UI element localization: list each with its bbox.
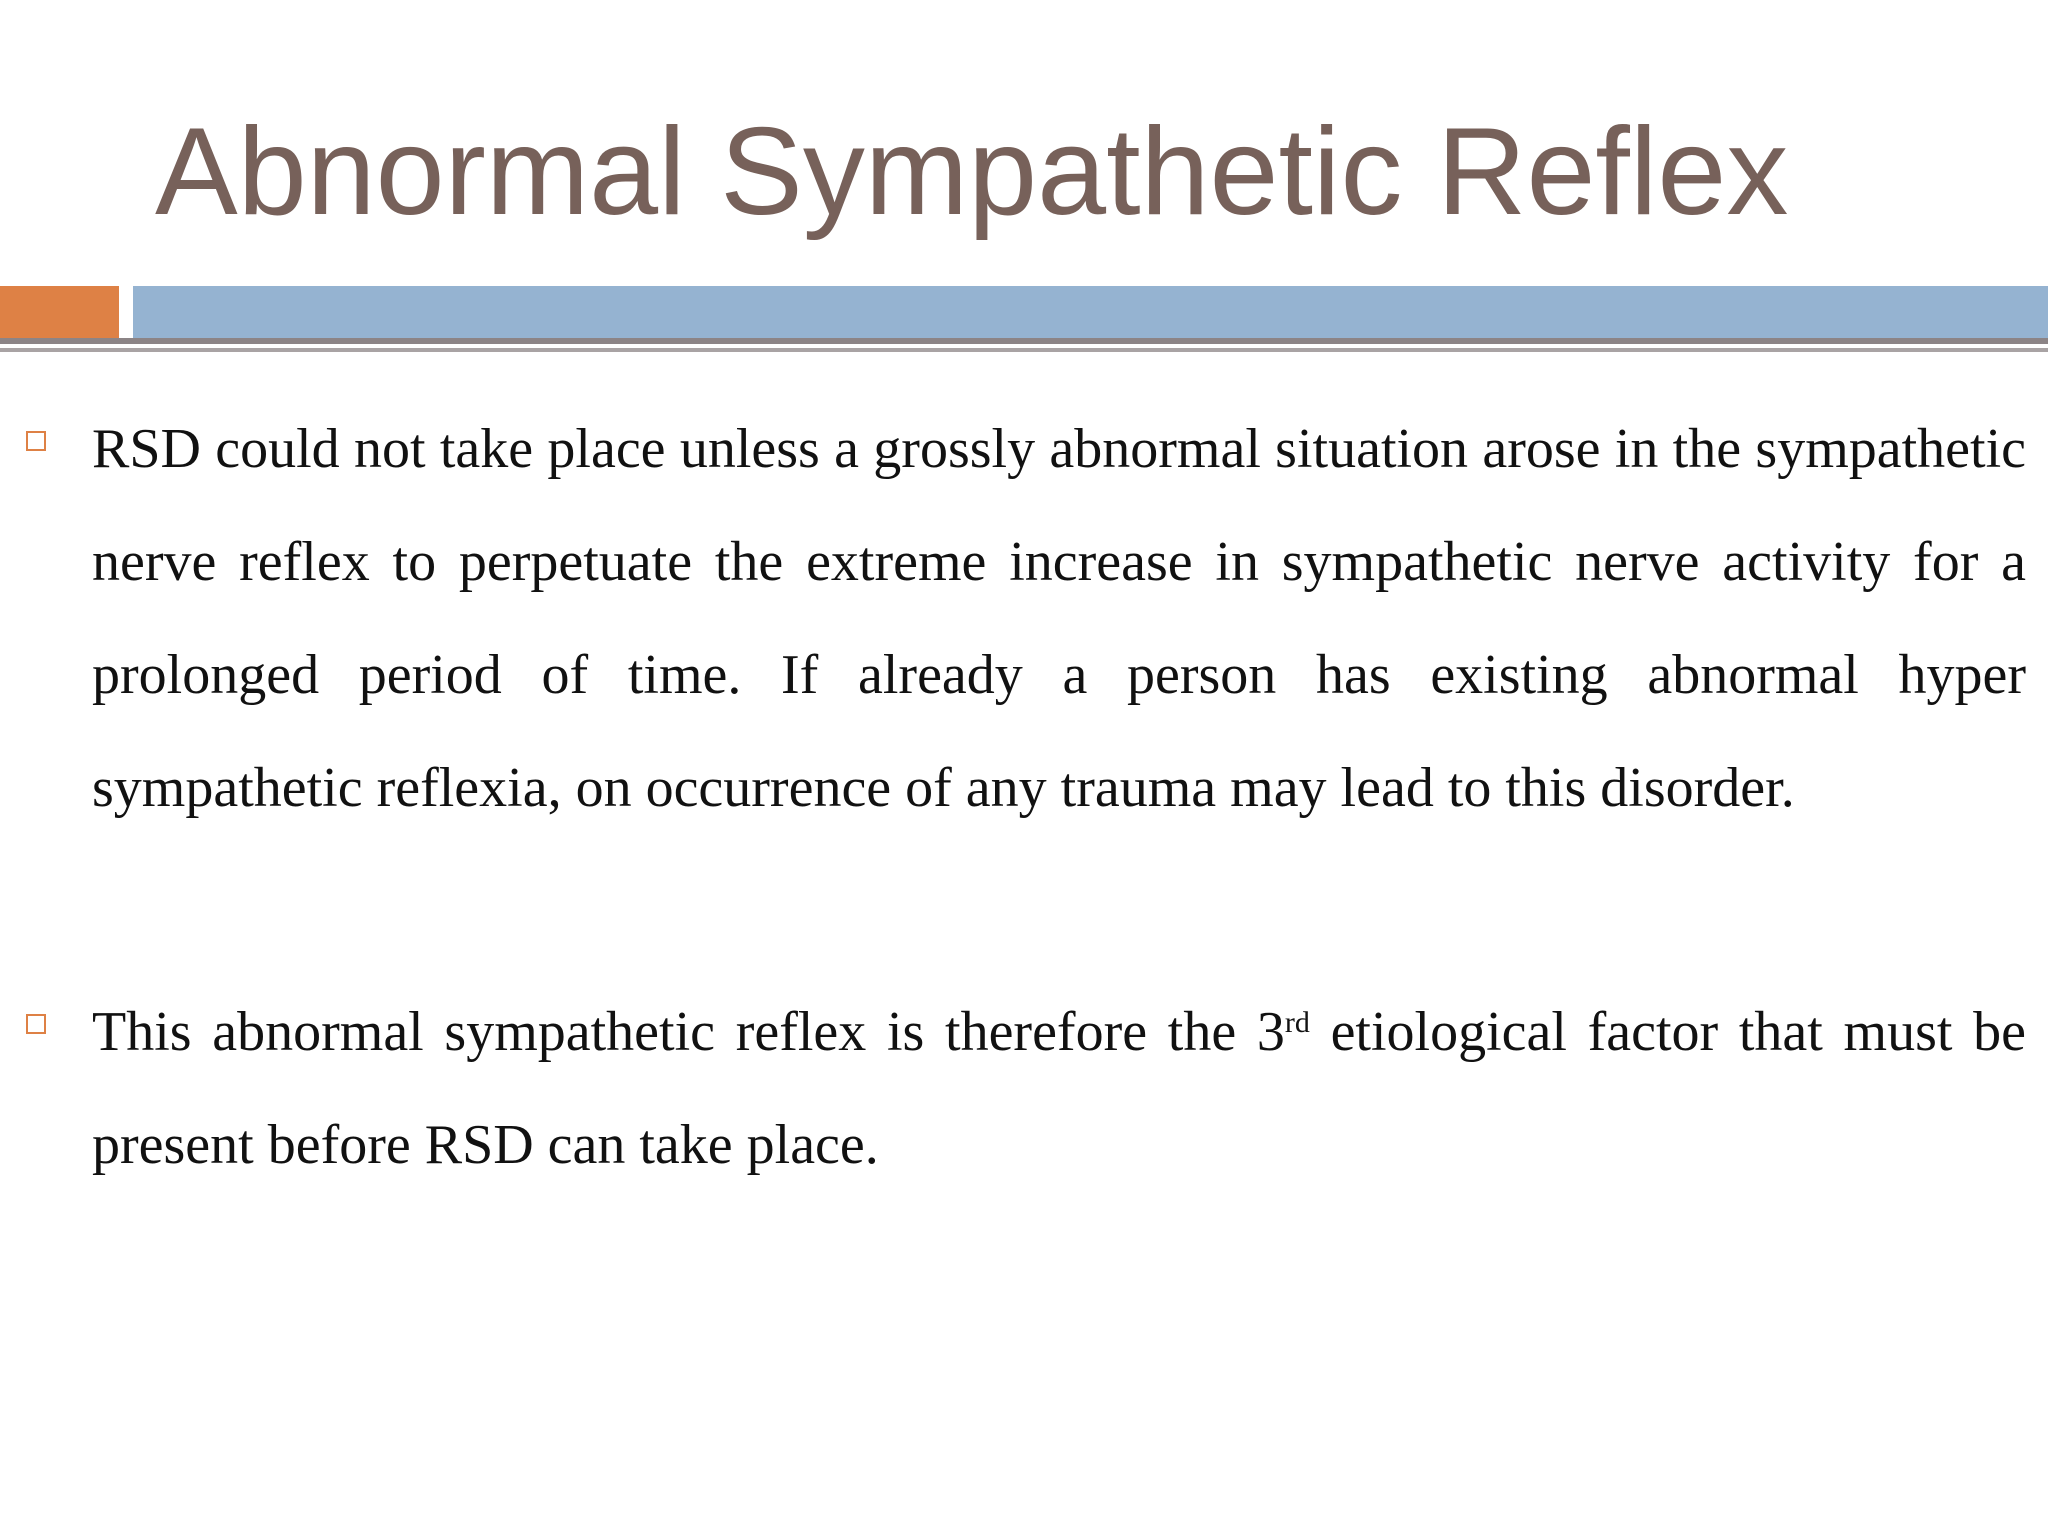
square-outline-icon [26,431,46,451]
bullet-text-before: This abnormal sympathetic reflex is therefore the 3 [92,1001,1285,1063]
header-accent-orange-block [0,286,119,340]
header-accent-blue-bar [133,286,2048,340]
square-outline-icon [26,1014,46,1034]
slide-title: Abnormal Sympathetic Reflex [155,103,1789,241]
bullet-item: RSD could not take place unless a grossly abnormal situation arose in the sympathetic nerve reflex to perpetuate the extreme increase in sympathetic nerve activity for a prolonged period of time. If already a person has existing abnormal hyper sympathetic reflexia, on occurrence of any trauma may lead to this disorder. [92,418,2026,819]
ordinal-superscript: rd [1284,1006,1310,1039]
header-divider-line [0,338,2048,344]
header-divider-line-secondary [0,348,2048,352]
bullet-text-after: etiological factor that must be present before RSD can take place. [92,1001,2026,1176]
bullet-item [92,976,2026,1202]
